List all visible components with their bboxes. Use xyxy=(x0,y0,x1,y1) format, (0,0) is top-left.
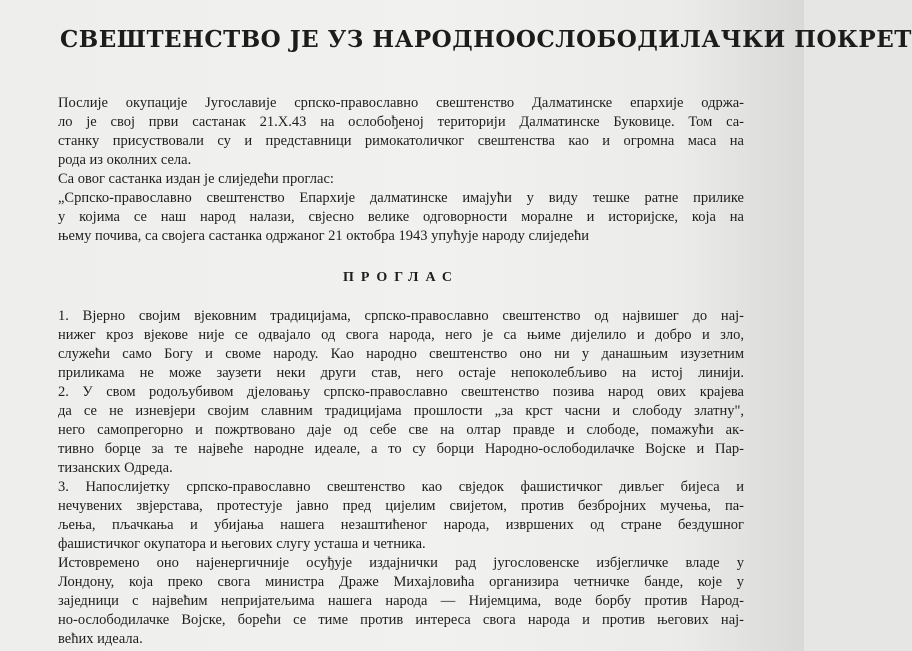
text-line: 2. У свом родољубивом дјеловању српско-православно свештенство позива народ ових крајева xyxy=(58,384,744,400)
text-line: Послије окупације Југославије српско-православно свештенство Далматинске епархије одржа- xyxy=(58,95,744,111)
text-line: ло је свој први састанак 21.Х.43 на ослобођеној територији Далматинске Буковице. Том са- xyxy=(58,114,744,130)
text-line: већих идеала. xyxy=(58,631,143,647)
text-line: нижег кроз вјекове није се одвајало од свога народа, него је са њиме дијелило и добро и зло, xyxy=(58,327,744,343)
text-line: тизанских Одреда. xyxy=(58,460,173,476)
point-1-paragraph xyxy=(58,307,744,383)
text-line: нечувених звјерстава, протестује јавно пред цијелим свијетом, против безбројних мучења, па- xyxy=(58,498,744,514)
text-line: Са овог састанка издан је слиједећи проглас: xyxy=(58,171,334,187)
closing-paragraph xyxy=(58,554,744,649)
page-title: СВЕШТЕНСТВО ЈЕ УЗ НАРОДНООСЛОБОДИЛАЧКИ ПОКРЕТ xyxy=(60,26,912,53)
text-line: фашистичког окупатора и његових слугу усташа и четника. xyxy=(58,536,426,552)
proclamation-heading: ПРОГЛАС xyxy=(343,270,459,285)
quote-paragraph xyxy=(58,189,744,246)
intro-paragraph xyxy=(58,94,744,170)
text-line: њему почива, са својега састанка одржаног 21 октобра 1943 упућује народу слиједећи xyxy=(58,228,589,244)
text-line: рода из околних села. xyxy=(58,152,192,168)
text-line: љења, пљачкања и убијања нашега незаштићеног народа, извршених од стране бездушног xyxy=(58,517,744,533)
text-line: Лондону, која преко свога министра Драже Михајловића организира четничке банде, које у xyxy=(58,574,744,590)
point-2-paragraph xyxy=(58,383,744,478)
text-line: Истовремено оно најенергичније осуђује издајнички рад југословенске избјегличке владе у xyxy=(58,555,744,571)
text-line: 1. Вјерно својим вјековним традицијама, српско-православно свештенство од највишег до нај- xyxy=(58,308,744,324)
text-line: заједници с највећим непријатељима нашега народа — Нијемцима, воде борбу против Народ- xyxy=(58,593,744,609)
text-line: да се не изневјери својим славним традицијама прошлости „за крст часни и слободу златну", xyxy=(58,403,744,419)
text-line: приликама не може заузети неки други став, него остаје непоколебљиво на истој линији. xyxy=(58,365,744,381)
text-line: служећи само Богу и своме народу. Као народно свештенство оно ни у данашњим изузетним xyxy=(58,346,744,362)
text-line: тивно борце за те највеће народне идеале, а то су борци Народно-ослободилачке Војске и Пар- xyxy=(58,441,744,457)
text-line: 3. Напослијетку српско-православно свештенство као свједок фашистичког дивљег бијеса и xyxy=(58,479,744,495)
text-line: „Српско-православно свештенство Епархије далматинске имајући у виду тешке ратне прилике xyxy=(58,190,744,206)
issued-paragraph xyxy=(58,170,744,189)
document-body xyxy=(58,94,744,649)
text-line: у којима се наш народ налази, свјесно велике одговорности моралне и историјске, која на xyxy=(58,209,744,225)
text-line: него самопрегорно и пожртвовано даје од себе све на олтар правде и слободе, помажући ак- xyxy=(58,422,744,438)
point-3-paragraph xyxy=(58,478,744,554)
text-line: станку присуствовали су и представници римокатоличког свештенства као и огромна маса на xyxy=(58,133,744,149)
text-line: но-ослободилачке Војске, борећи се тиме против интереса свога народа и против његових нај- xyxy=(58,612,744,628)
